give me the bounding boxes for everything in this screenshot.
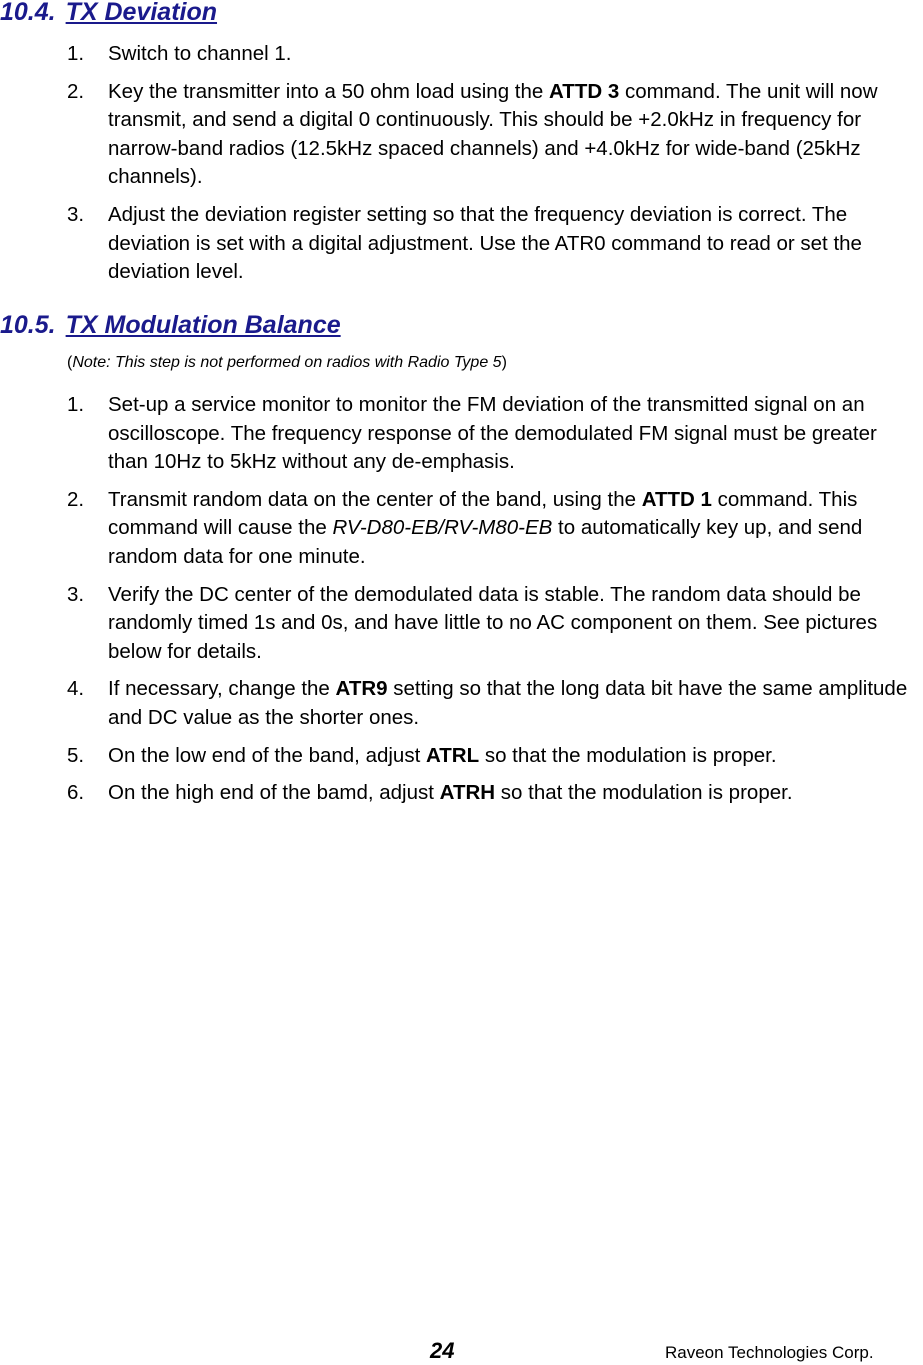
- list-item-text: Adjust the deviation register setting so that the frequency deviation is correct. The deviation is set with a digital adjustment. Use the ATR0 command to read or set the deviation level.: [108, 202, 862, 284]
- list-item-text: If necessary, change the ATR9 setting so that the long data bit have the same amplitude and DC value as the shorter ones.: [108, 677, 908, 729]
- list-item: [0, 78, 923, 192]
- list-marker: 5.: [67, 743, 85, 767]
- list-item-text: Transmit random data on the center of the band, using the ATTD 1 command. This command will cause the RV-D80-EB/RV-M80-EB to automatically key up, and send random data for one minute.: [108, 487, 863, 568]
- list-item: [0, 486, 923, 572]
- list-marker: 6.: [67, 781, 85, 805]
- list-item: [0, 779, 923, 808]
- command-atrh: ATRH: [439, 781, 496, 805]
- list-item-text: On the low end of the band, adjust ATRL so that the modulation is proper.: [108, 743, 777, 767]
- list-marker: 2.: [67, 79, 85, 103]
- list-marker: 1.: [67, 42, 85, 65]
- list-marker: 2.: [67, 487, 85, 511]
- list-item: [0, 391, 923, 477]
- list-marker: 4.: [67, 677, 85, 701]
- list-marker: 3.: [67, 202, 85, 226]
- command-atrl: ATRL: [425, 743, 480, 767]
- list-item-text: Verify the DC center of the demodulated data is stable. The random data should be randomly timed 1s and 0s, and have little to no AC component on them. See pictures below for details.: [108, 582, 878, 663]
- section-number: 10.5.: [0, 311, 56, 339]
- command-atr9: ATR9: [335, 677, 388, 701]
- section-title: TX Modulation Balance: [65, 311, 341, 339]
- section-number: 10.4.: [0, 0, 56, 26]
- radio-type-note: (Note: This step is not performed on radios with Radio Type 5): [67, 354, 507, 371]
- tx-deviation-steps: [0, 40, 923, 296]
- list-item: [0, 40, 923, 69]
- list-item-text: Switch to channel 1.: [108, 42, 292, 65]
- command-attd1: ATTD 1: [641, 487, 712, 511]
- section-heading-tx-modulation-balance: [0, 310, 341, 340]
- tx-modulation-steps: [0, 391, 923, 817]
- list-marker: 1.: [67, 393, 85, 416]
- list-item: [0, 675, 923, 732]
- section-heading-tx-deviation: [0, 0, 217, 27]
- list-item-text: Set-up a service monitor to monitor the FM deviation of the transmitted signal on an oscilloscope. The frequency response of the demodulated FM signal must be greater than 10Hz to 5kHz without any de-emphasis.: [108, 393, 877, 474]
- command-attd3: ATTD 3: [549, 79, 620, 103]
- list-item: [0, 742, 923, 771]
- list-item: [0, 201, 923, 287]
- product-model: RV-D80-EB/RV-M80-EB: [332, 516, 553, 540]
- section-title: TX Deviation: [65, 0, 218, 26]
- page-number: 24: [430, 1338, 455, 1363]
- company-name: Raveon Technologies Corp.: [665, 1343, 874, 1362]
- list-item: [0, 581, 923, 667]
- list-item-text: On the high end of the bamd, adjust ATRH so that the modulation is proper.: [108, 781, 793, 805]
- list-item-text: Key the transmitter into a 50 ohm load using the ATTD 3 command. The unit will now transmit, and send a digital 0 continuously. This should be +2.0kHz in frequency for narrow-band radios (12.5kHz spaced channels) and +4.0kHz for wide-band (25kHz channels).: [108, 79, 878, 189]
- list-marker: 3.: [67, 582, 85, 606]
